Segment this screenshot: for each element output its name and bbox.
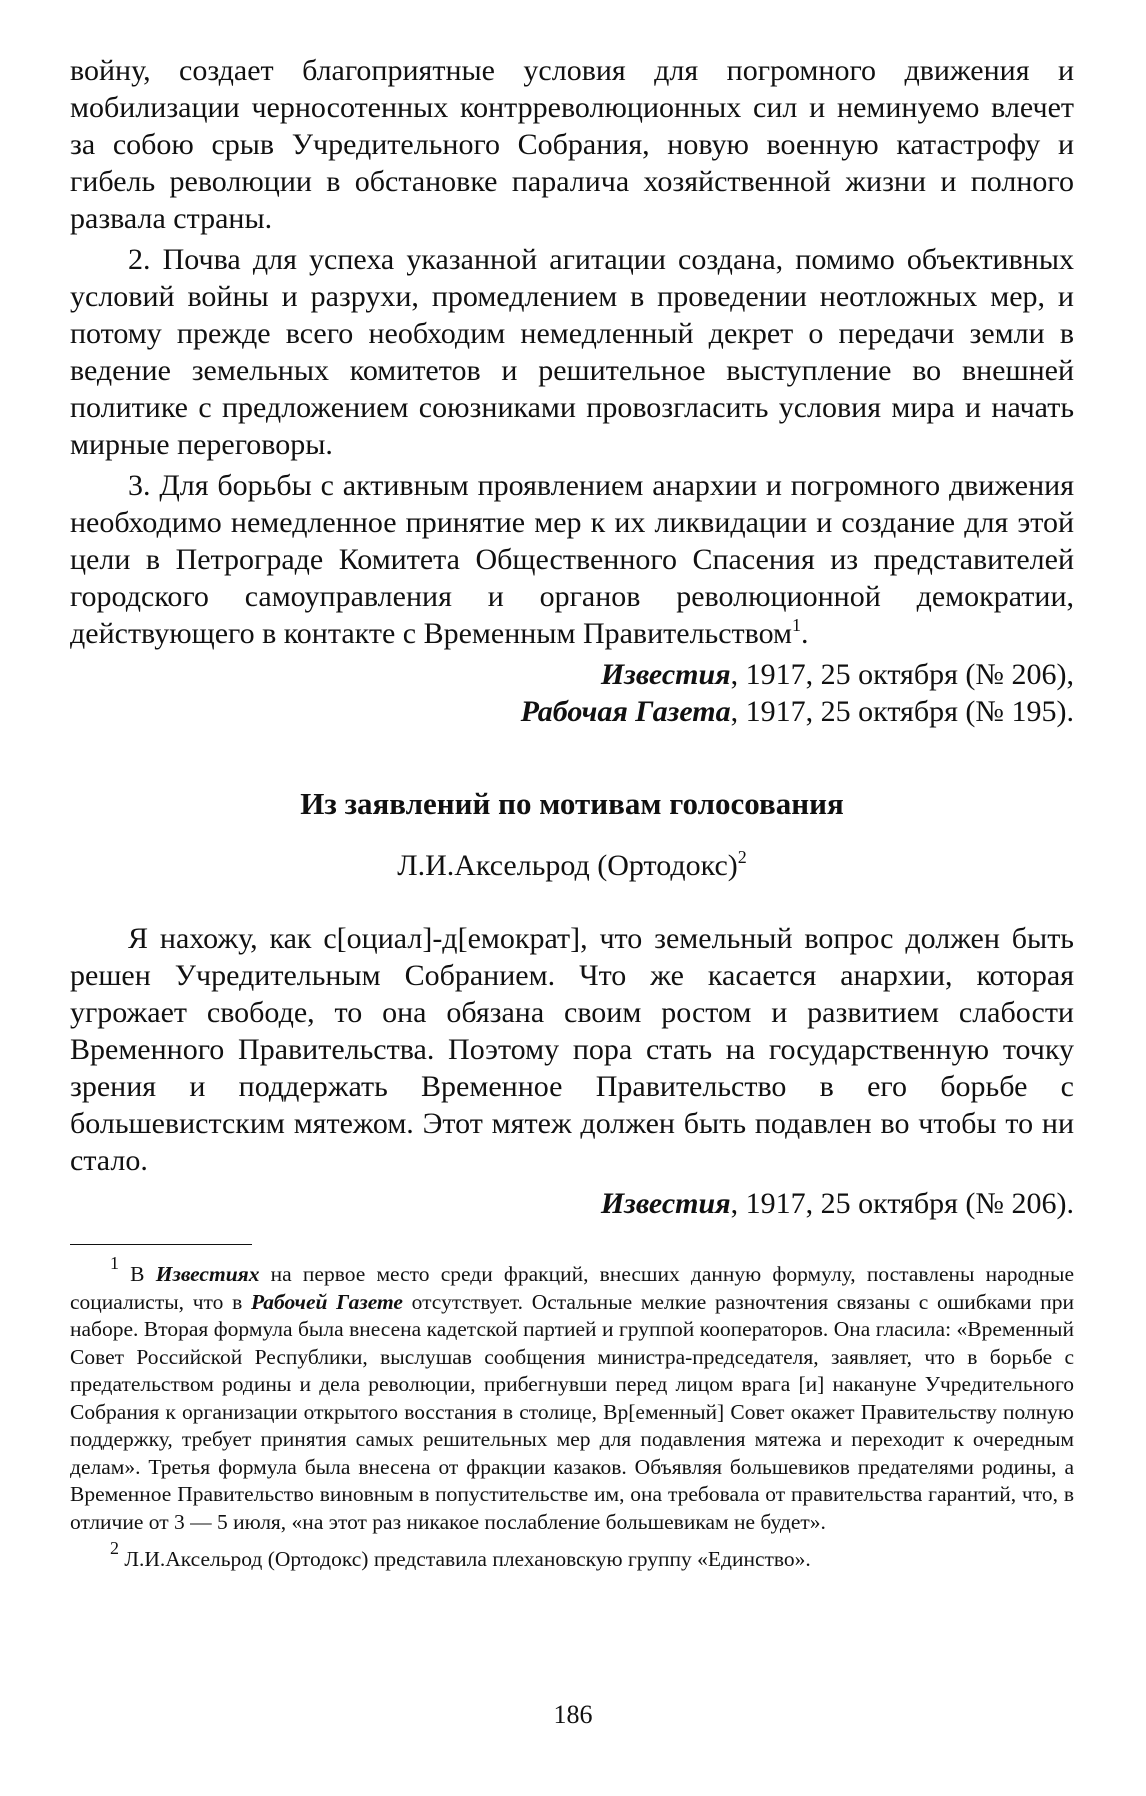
footnote-ref-2[interactable]: 2 xyxy=(737,847,747,867)
footnote-ref-1[interactable]: 1 xyxy=(792,615,802,635)
footnote-source-izvestia: Известиях xyxy=(155,1262,260,1286)
speaker-name xyxy=(70,846,1074,886)
section-heading: Из заявлений по мотивам голосования xyxy=(300,786,844,821)
citation-detail: , 1917, 25 октября (№ 195). xyxy=(730,695,1074,728)
citation-source-izvestia: Известия xyxy=(600,1187,731,1220)
intro-paragraph: войну, создает благоприятные условия для погромного движения и мобилизации черносотенных контрреволюционных сил и неминуемо влечет за собою срыв Учредительного Собрания, новую военную катастрофу и гибель революции в обстановке паралича хозяйственной жизни и полного развала страны. xyxy=(70,54,1074,235)
speech-block xyxy=(70,920,1074,1179)
footnote-2-text: Л.И.Аксельрод (Ортодокс) представила плехановскую группу «Единство». xyxy=(119,1547,811,1571)
speaker-name-text: Л.И.Аксельрод (Ортодокс) xyxy=(397,849,738,882)
point-3-text: 3. Для борьбы с активным проявлением анархии и погромного движения необходимо немедленное принятие мер к их ликвидации и создание для этой цели в Петрограде Комитета Общественного Спасения из представителей городского самоуправления и органов революционной демократии, действующего в контакте с Временным Правительством xyxy=(70,469,1074,650)
main-text xyxy=(70,52,1074,652)
footnote-1 xyxy=(70,1253,1075,1536)
page-number: 186 xyxy=(553,1700,593,1729)
footnote-source-rabochaya-gazeta: Рабочей Газете xyxy=(250,1289,403,1314)
footnote-2-marker: 2 xyxy=(110,1538,119,1558)
footnotes xyxy=(70,1253,1075,1574)
footnote-divider xyxy=(70,1244,252,1245)
point-2-paragraph: 2. Почва для успеха указанной агитации создана, помимо объективных условий войны и разрухи, промедлением в проведении неотложных мер, и потому прежде всего необходим немедленный декрет о передачи земли в ведение земельных комитетов и решительное выступление во внешней политике с предложением союзниками провозгласить условия мира и начать мирные переговоры. xyxy=(70,243,1074,461)
footnote-1-marker: 1 xyxy=(110,1253,119,1273)
footnote-1-text: на первое место среди фракций, внесших данную формулу, поставлены народные социалисты, что в xyxy=(70,1262,1075,1314)
point-3-end: . xyxy=(801,617,809,650)
citation-detail: , 1917, 25 октября (№ 206). xyxy=(730,1187,1074,1220)
source-citation-1 xyxy=(70,656,1074,730)
citation-source-rabochaya-gazeta: Рабочая Газета xyxy=(520,695,731,728)
citation-detail: , 1917, 25 октября (№ 206), xyxy=(730,658,1074,691)
speech-paragraph: Я нахожу, как с[оциал]-д[емократ], что земельный вопрос должен быть решен Учредительным Собранием. Что же касается анархии, которая угрожает свободе, то она обязана своим ростом и развитием слабости Временного Правительства. Поэтому пора стать на государственную точку зрения и поддержать Временное Правительство в его борьбе с большевистским мятежом. Этот мятеж должен быть подавлен во чтобы то ни стало. xyxy=(70,922,1074,1177)
footnote-1-text: В xyxy=(119,1262,156,1286)
footnote-1-text: отсутствует. Остальные мелкие разночтения связаны с ошибками при наборе. Вторая формула была внесена кадетской партией и группой кооператоров. Она гласила: «Временный Совет Российской Республики, выслушав сообщения министра-председателя, заявляет, что в борьбе с предательством родины и дела революции, прибегнувши перед лицом врага [и] накануне Учредительного Собрания к организации открытого восстания в столице, Вр[еменный] Совет окажет Правительству полную поддержку, требует принятия самых решительных мер для подавления мятежа и переходит к очередным делам». Третья формула была внесена от фракции казаков. Объявляя большевиков предателями родины, а Временное Правительство виновным в попустительстве им, она требовала от правительства гарантий, что, в отличие от 3 — 5 июля, «на этот раз никакое послабление большевикам не будет». xyxy=(70,1289,1074,1534)
point-3-paragraph xyxy=(70,467,1074,652)
citation-source-izvestia: Известия xyxy=(600,658,731,691)
footnote-2 xyxy=(70,1538,1074,1574)
source-citation-2 xyxy=(70,1185,1074,1222)
